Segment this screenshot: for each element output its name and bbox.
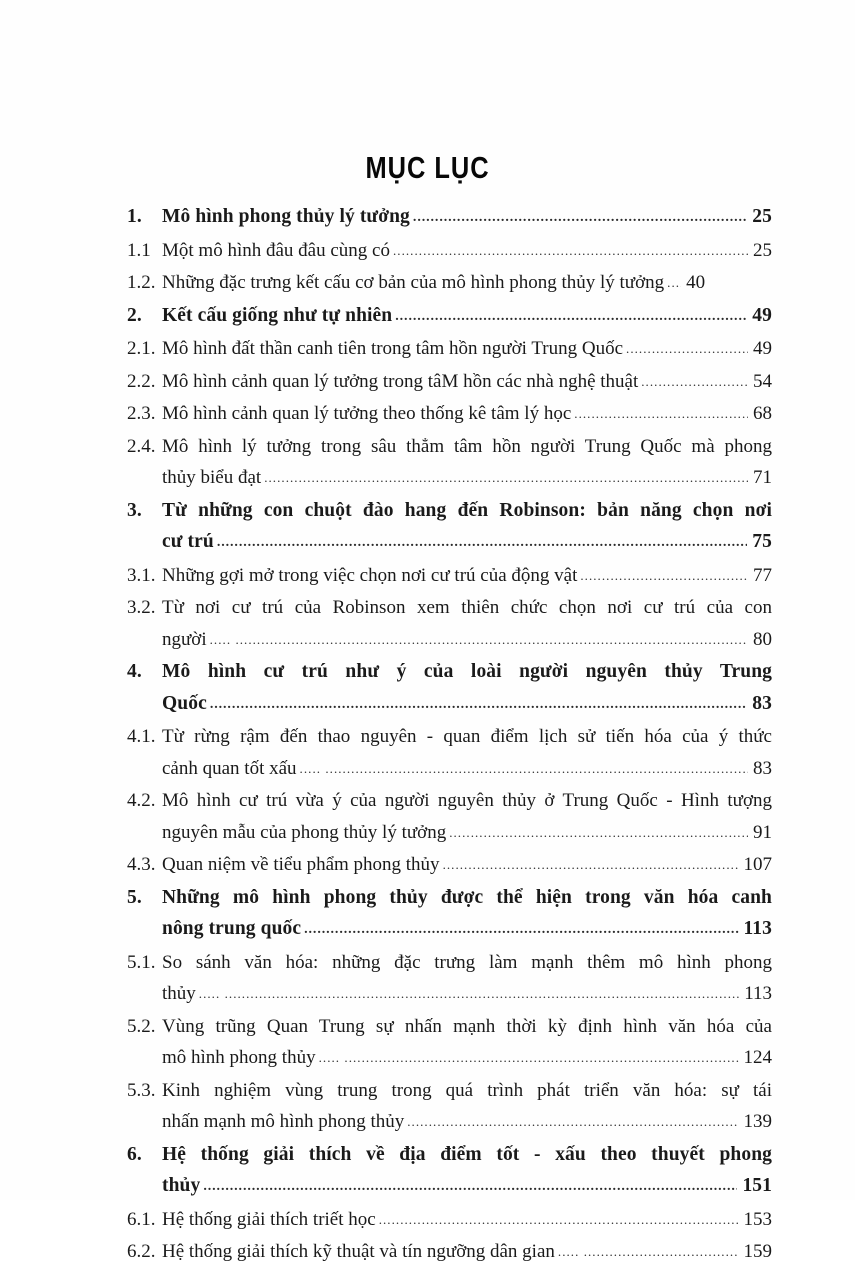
toc-entry-line <box>127 526 772 560</box>
dot-leader <box>449 817 748 849</box>
toc-entry-title-continued: nông trung quốc <box>162 918 302 939</box>
toc-entry-body <box>162 1236 772 1269</box>
toc-entry-page-number: 25 <box>752 206 772 227</box>
toc-entry[interactable] <box>127 431 772 495</box>
toc-entry-number: 2.4. <box>127 435 156 457</box>
toc-entry-page-number: 153 <box>743 1208 772 1230</box>
toc-entry-line <box>127 1075 772 1107</box>
toc-entry-number: 5.3. <box>127 1079 156 1101</box>
toc-entry-page-number: 91 <box>753 821 772 843</box>
toc-entry-body <box>162 462 772 495</box>
toc-entry-page-number: 124 <box>743 1047 772 1068</box>
toc-entry-body <box>162 721 772 753</box>
toc-entry-line <box>127 1236 772 1269</box>
toc-entry-body <box>162 235 772 268</box>
toc-entry-line <box>127 882 772 914</box>
toc-entry-body <box>162 1170 772 1204</box>
toc-entry-number: 6.1. <box>127 1208 156 1230</box>
toc-entry[interactable] <box>127 1204 772 1237</box>
toc-entry-number: 2.2. <box>127 370 156 392</box>
toc-entry-body <box>162 753 772 786</box>
page-title: MỤC LỤC <box>365 150 490 185</box>
toc-entry-number: 5.1. <box>127 951 156 973</box>
toc-entry-number: 1.2. <box>127 272 156 293</box>
toc-entry-title-continued: nhấn mạnh mô hình phong thủy <box>162 1111 405 1132</box>
toc-entry-body <box>162 431 772 463</box>
toc-entry-number: 1. <box>127 206 142 227</box>
toc-entry-title: Mô hình phong thủy lý tưởng <box>162 206 410 227</box>
toc-entry-number: 6. <box>127 1143 142 1165</box>
toc-entry-title-continued: thủy <box>162 983 196 1004</box>
toc-entry-page-number: 83 <box>753 757 772 779</box>
toc-entry-body <box>162 947 772 979</box>
toc-entry-line <box>127 333 772 366</box>
toc-entry-body <box>162 882 772 914</box>
toc-entry-line <box>127 592 772 624</box>
toc-entry-number: 4.1. <box>127 726 156 747</box>
dot-leader <box>210 689 747 721</box>
toc-entry-page-number: 40 <box>686 272 706 293</box>
toc-entry[interactable] <box>127 882 772 947</box>
dot-leader <box>379 1204 739 1236</box>
dot-leader <box>319 1042 739 1074</box>
toc-entry-body <box>162 398 772 431</box>
toc-entry[interactable] <box>127 267 772 300</box>
toc-entry-title: Quan niệm về tiểu phẩm phong thủy <box>162 854 440 875</box>
toc-entry-title: Vùng trũng Quan Trung sự nhấn mạnh thời kỳ định hình văn hóa của <box>162 1015 772 1037</box>
toc-entry-line <box>127 817 772 850</box>
toc-entry-line <box>127 398 772 431</box>
toc-entry-page-number: 49 <box>752 304 772 326</box>
toc-entry-line <box>127 624 772 657</box>
toc-entry-title: Hệ thống giải thích kỹ thuật và tín ngưỡng dân gian <box>162 1241 555 1262</box>
toc-entry-number: 1.1 <box>127 239 151 261</box>
toc-entry-number: 5.2. <box>127 1015 156 1037</box>
dot-leader <box>667 267 681 299</box>
toc-entry-title: Mô hình cảnh quan lý tưởng theo thống kê tâm lý học <box>162 403 572 424</box>
toc-entry-line <box>127 785 772 817</box>
dot-leader <box>210 624 748 656</box>
toc-entry-line <box>127 978 772 1011</box>
toc-entry-title: Mô hình lý tưởng trong sâu thẳm tâm hồn người Trung Quốc mà phong <box>162 435 772 457</box>
toc-entry-body <box>162 1139 772 1171</box>
toc-entry-line <box>127 560 772 593</box>
toc-entry-title: So sánh văn hóa: những đặc trưng làm mạnh thêm mô hình phong <box>162 951 772 973</box>
toc-entry-body <box>162 1042 772 1075</box>
toc-entry-page-number: 139 <box>743 1111 772 1132</box>
toc-entry-line <box>127 431 772 463</box>
toc-entry-body <box>162 849 772 882</box>
toc-entry-body <box>162 817 772 850</box>
toc-entry-page-number: 113 <box>743 918 772 939</box>
toc-entry-body <box>162 560 772 593</box>
toc-entry-line <box>127 366 772 399</box>
toc-entry-title-continued: mô hình phong thủy <box>162 1047 316 1068</box>
dot-leader <box>558 1236 739 1268</box>
toc-entry[interactable] <box>127 947 772 1011</box>
toc-entry-body <box>162 978 772 1011</box>
toc-entry-page-number: 151 <box>742 1175 772 1196</box>
toc-entry-page-number: 159 <box>743 1241 772 1262</box>
toc-entry-body <box>162 201 772 235</box>
dot-leader <box>264 462 748 494</box>
dot-leader <box>393 235 748 267</box>
dot-leader <box>413 202 747 234</box>
toc-entry[interactable] <box>127 1075 772 1139</box>
toc-entry-title: Hệ thống giải thích triết học <box>162 1208 376 1230</box>
toc-entry-line <box>127 656 772 688</box>
toc-entry-body <box>162 1011 772 1043</box>
toc-entry-page-number: 83 <box>752 692 772 714</box>
toc-entry-title: Những gợi mở trong việc chọn nơi cư trú của động vật <box>162 564 578 586</box>
toc-entry-page-number: 49 <box>753 338 772 359</box>
toc-entry-body <box>162 1106 772 1139</box>
toc-entry-line <box>127 753 772 786</box>
dot-leader <box>217 527 747 559</box>
toc-entry[interactable] <box>127 592 772 656</box>
toc-entry-page-number: 75 <box>752 531 772 552</box>
toc-entry[interactable] <box>127 849 772 882</box>
dot-leader <box>574 398 748 430</box>
dot-leader <box>626 333 748 365</box>
toc-entry-number: 5. <box>127 886 142 908</box>
toc-entry[interactable] <box>127 398 772 431</box>
toc-entry-title: Hệ thống giải thích về địa điểm tốt - xấu theo thuyết phong <box>162 1143 772 1165</box>
toc-entry[interactable] <box>127 656 772 721</box>
toc-entry-line <box>127 1170 772 1204</box>
dot-leader <box>395 301 747 333</box>
toc-entry-title-continued: cảnh quan tốt xấu <box>162 757 297 779</box>
toc-entry-title: Mô hình đất thần canh tiên trong tâm hồn người Trung Quốc <box>162 338 624 359</box>
toc-entry-number: 3.1. <box>127 564 156 586</box>
toc-entry[interactable] <box>127 560 772 593</box>
toc-entry-line <box>127 913 772 947</box>
toc-entry[interactable] <box>127 366 772 399</box>
toc-entry-number: 6.2. <box>127 1241 156 1262</box>
toc-entry-page-number: 25 <box>753 239 772 261</box>
toc-entry[interactable] <box>127 1011 772 1075</box>
toc-entry-title: Mô hình cư trú như ý của loài người nguyên thủy Trung <box>162 661 772 682</box>
toc-entry-body <box>162 656 772 688</box>
toc-entry-number: 4.3. <box>127 854 156 875</box>
toc-entry-body <box>162 366 772 399</box>
dot-leader <box>580 560 748 592</box>
toc-entry-title-continued: thủy <box>162 1175 201 1196</box>
toc-entry-title-continued: nguyên mẫu của phong thủy lý tưởng <box>162 821 447 843</box>
toc-entry-title-continued: Quốc <box>162 692 207 714</box>
toc-entry[interactable] <box>127 1236 772 1269</box>
dot-leader <box>304 914 738 946</box>
toc-entry-page-number: 71 <box>753 467 772 488</box>
toc-entry-title-continued: cư trú <box>162 531 214 552</box>
toc-entry-title: Mô hình cảnh quan lý tưởng trong tâM hồn các nhà nghệ thuật <box>162 370 639 392</box>
toc-entry-body <box>162 1075 772 1107</box>
toc-entry-line <box>127 849 772 882</box>
dot-leader <box>300 753 748 785</box>
toc-entry-body <box>162 785 772 817</box>
toc-entry[interactable] <box>127 201 772 235</box>
toc-entry-line <box>127 495 772 527</box>
toc-entry-title: Kết cấu giống như tự nhiên <box>162 304 393 326</box>
toc-entry-number: 2.1. <box>127 338 156 359</box>
toc-entry-body <box>162 1204 772 1237</box>
toc-entry-line <box>127 300 772 334</box>
toc-entry-line <box>127 1011 772 1043</box>
toc-entry-title: Từ rừng rậm đến thao nguyên - quan điểm lịch sử tiến hóa của ý thức <box>162 726 772 747</box>
toc-entry[interactable] <box>127 721 772 785</box>
toc-entry-body <box>162 688 772 722</box>
toc-entry-body <box>162 526 772 560</box>
toc-entry-title: Mô hình cư trú vừa ý của người nguyên thủy ở Trung Quốc - Hình tượng <box>162 790 772 811</box>
toc-entry-line <box>127 688 772 722</box>
toc-entry[interactable] <box>127 495 772 560</box>
toc-entry-number: 2. <box>127 304 142 326</box>
dot-leader <box>203 1171 737 1203</box>
toc-entry-body <box>162 913 772 947</box>
toc-entry-number: 2.3. <box>127 403 156 424</box>
toc-entry-number: 4.2. <box>127 790 156 811</box>
toc-entry-line <box>127 267 772 300</box>
toc-entry-title: Những mô hình phong thủy được thể hiện trong văn hóa canh <box>162 886 772 908</box>
toc-entry-title: Kinh nghiệm vùng trung trong quá trình phát triển văn hóa: sự tái <box>162 1079 772 1101</box>
toc-entry-line <box>127 947 772 979</box>
toc-entry-page-number: 113 <box>744 983 772 1004</box>
toc-entry-title-continued: thủy biểu đạt <box>162 467 262 488</box>
toc-entry-line <box>127 1106 772 1139</box>
dot-leader <box>443 849 739 881</box>
toc-entry-line <box>127 462 772 495</box>
toc-entry-number: 4. <box>127 661 142 682</box>
dot-leader <box>407 1106 738 1138</box>
toc-entry[interactable] <box>127 300 772 334</box>
toc-entry-title-continued: người <box>162 628 207 650</box>
toc-entry-page-number: 107 <box>743 854 772 875</box>
toc-entry-title: Một mô hình đâu đâu cùng có <box>162 239 390 261</box>
toc-entry-number: 3. <box>127 499 142 521</box>
toc-entry-line <box>127 235 772 268</box>
toc-entry-page-number: 77 <box>753 564 772 586</box>
toc-entry-body <box>162 300 772 334</box>
toc-entry-title: Từ những con chuột đào hang đến Robinson: bản năng chọn nơi <box>162 499 772 521</box>
toc-entry-line <box>127 1042 772 1075</box>
toc-entry-body <box>162 267 772 300</box>
toc-entry-page-number: 68 <box>753 403 772 424</box>
toc-entry-body <box>162 495 772 527</box>
toc-entry-line <box>127 1204 772 1237</box>
toc-entry[interactable] <box>127 785 772 849</box>
toc-entry-page-number: 54 <box>753 370 772 392</box>
toc-entry[interactable] <box>127 235 772 268</box>
toc-entry-line <box>127 721 772 753</box>
toc-entry-title: Từ nơi cư trú của Robinson xem thiên chức chọn nơi cư trú của con <box>162 597 772 618</box>
toc-entry-body <box>162 624 772 657</box>
toc-entry-body <box>162 592 772 624</box>
toc-entry-line <box>127 201 772 235</box>
toc-entry[interactable] <box>127 333 772 366</box>
toc-entry-page-number: 80 <box>753 628 772 650</box>
toc-entry-body <box>162 333 772 366</box>
dot-leader <box>641 366 748 398</box>
toc-entry[interactable] <box>127 1139 772 1204</box>
toc-entry-number: 3.2. <box>127 597 156 618</box>
dot-leader <box>199 978 739 1010</box>
toc-entry-line <box>127 1139 772 1171</box>
toc-entry-title: Những đặc trưng kết cấu cơ bản của mô hình phong thủy lý tưởng <box>162 272 665 293</box>
table-of-contents <box>127 201 772 1269</box>
